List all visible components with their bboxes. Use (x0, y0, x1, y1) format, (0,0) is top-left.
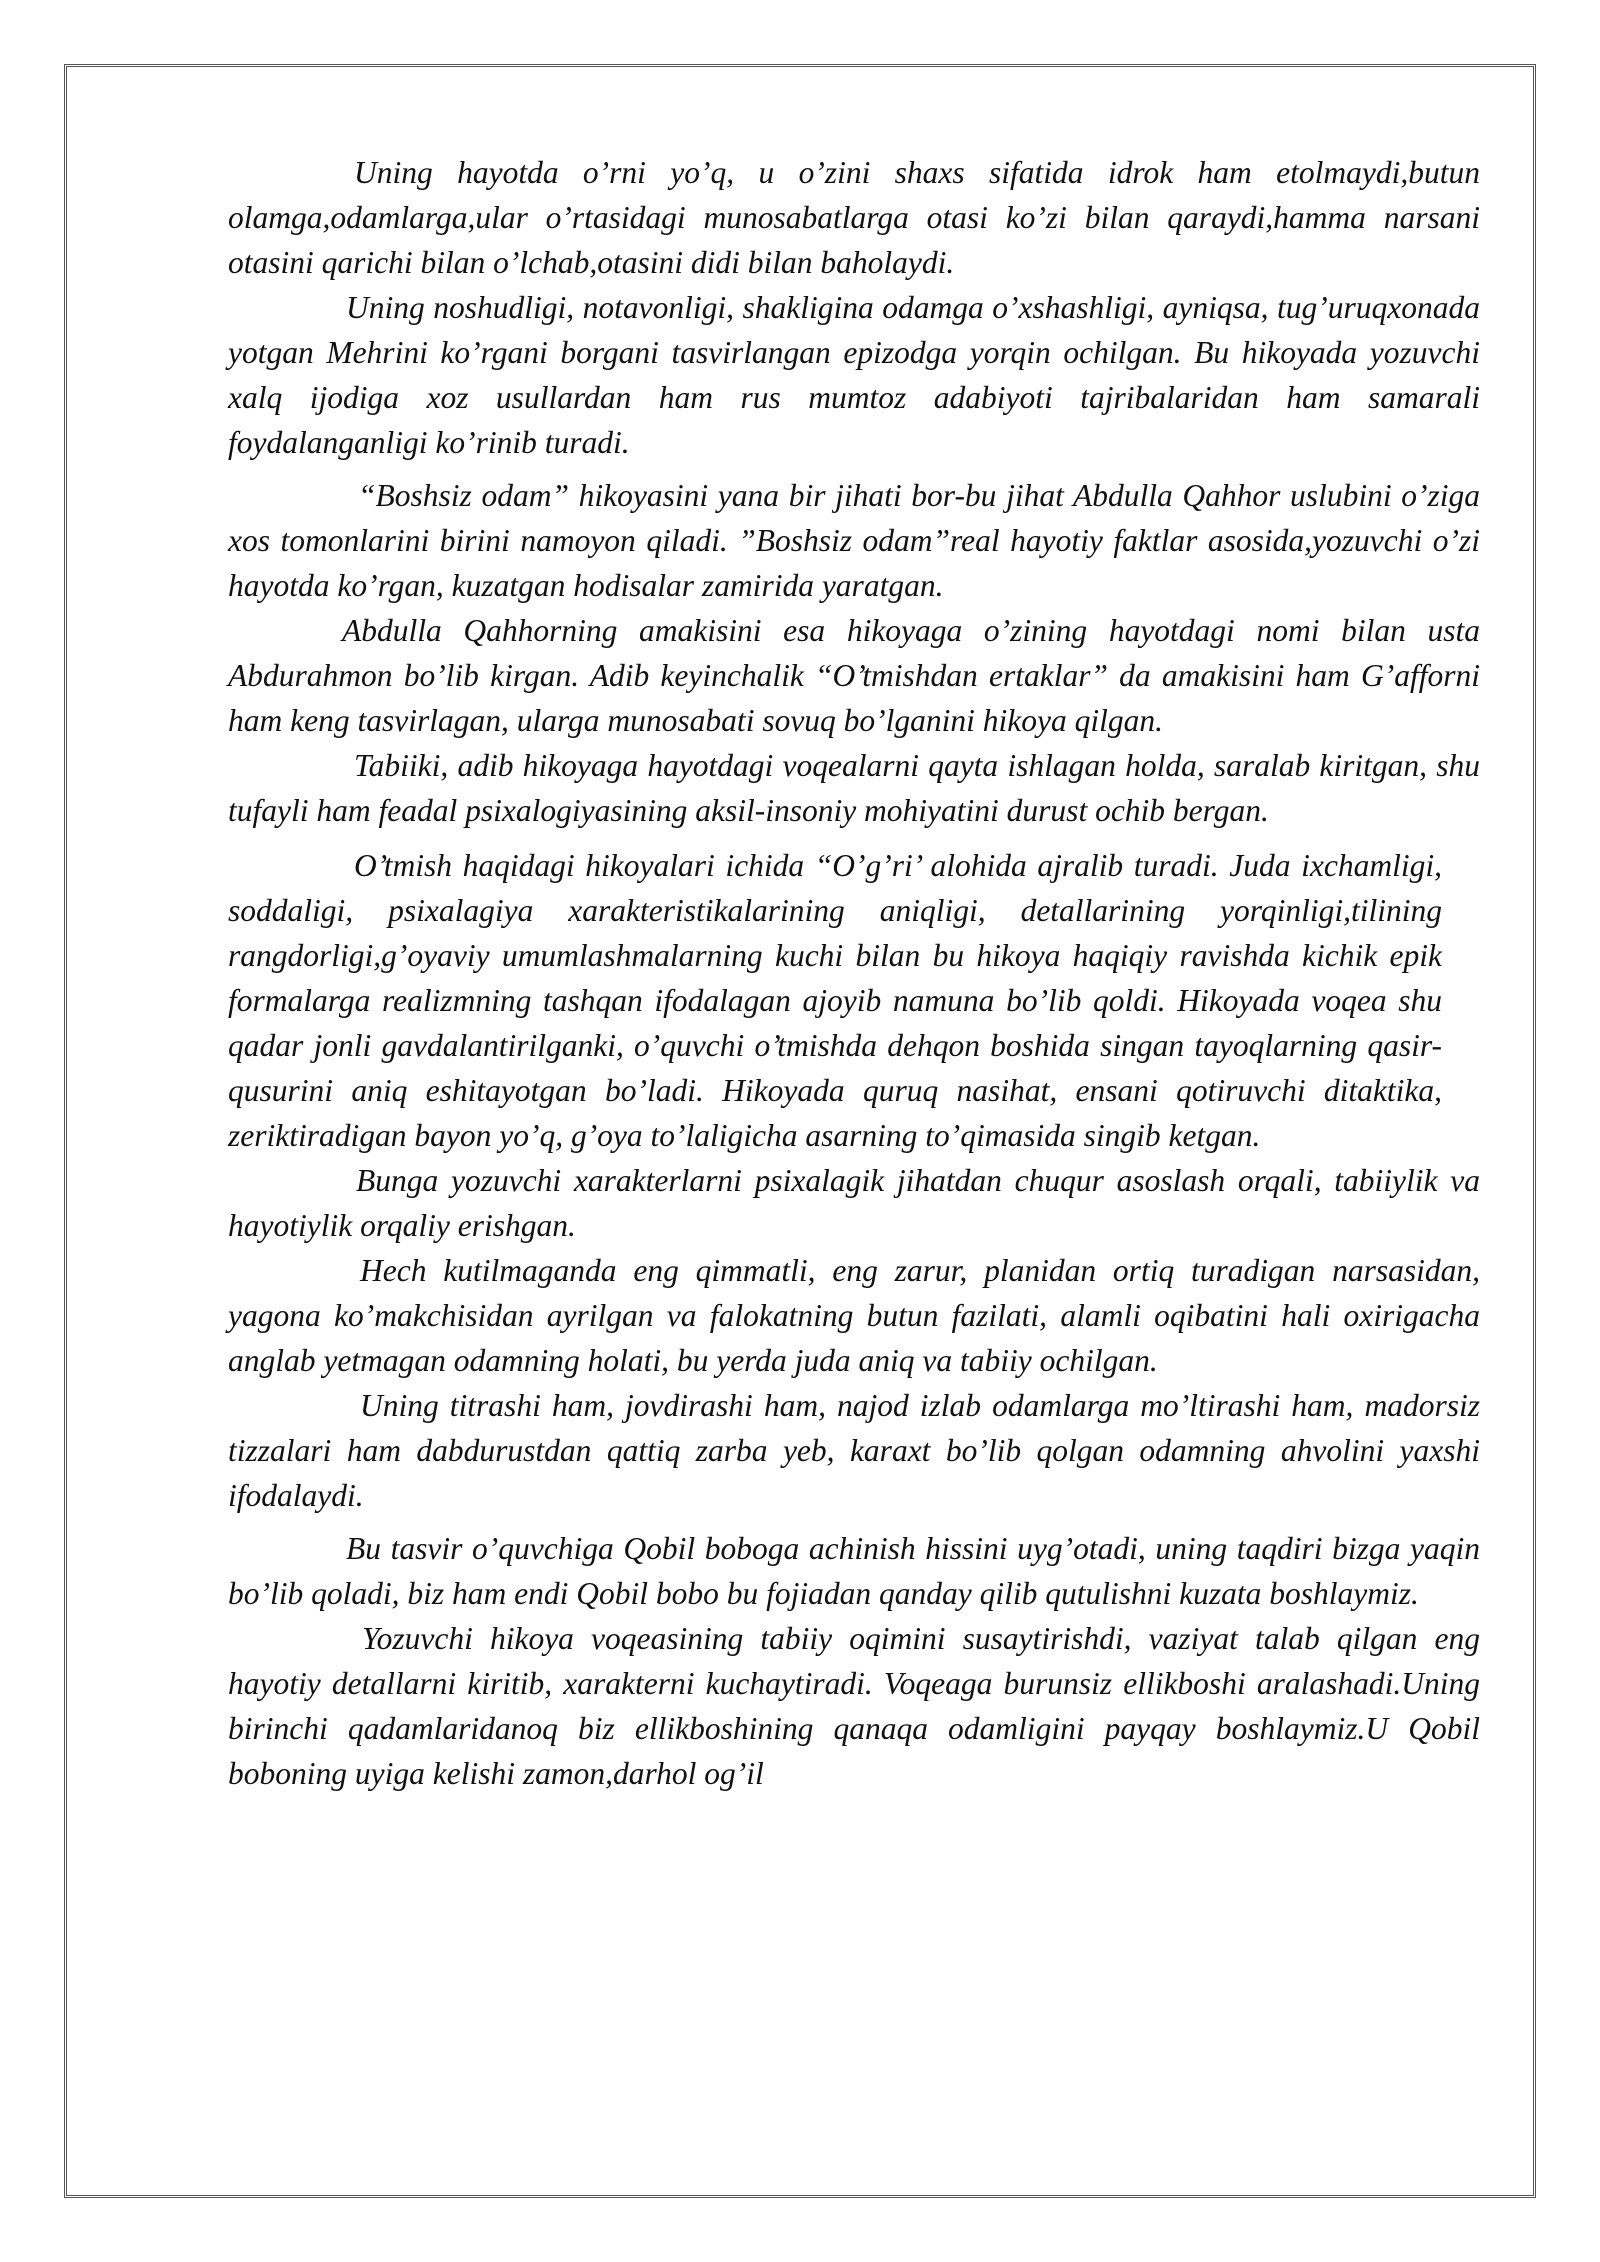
paragraph: Bunga yozuvchi xarakterlarni psixalagik jihatdan chuqur asoslash orqali, tabiiylik va hayotiylik orqaliy erishgan. (228, 1163, 1480, 1243)
document-body (228, 150, 1480, 1796)
paragraph: O’tmish haqidagi hikoyalari ichida “O’g’ri’ alohida ajralib turadi. Juda ixchamligi, soddaligi, psixalagiya xarakteristikalarining aniqligi, detallarining yorqinligi,tilining rangdorligi,g’oyaviy umumlashmalarning kuchi bilan bu hikoya haqiqiy ravishda kichik epik formalarga realizmning tashqan ifodalagan ajoyib namuna bo’lib qoldi. Hikoyada voqea shu qadar jonli gavdalantirilganki, o’quvchi o’tmishda dehqon boshida singan tayoqlarning qasir-qusurini aniq eshitayotgan bo’ladi. Hikoyada quruq nasihat, ensani qotiruvchi ditaktika, zeriktiradigan bayon yo’q, g’oya to’laligicha asarning to’qimasida singib ketgan. (228, 848, 1442, 1153)
paragraph: Bu tasvir o’quvchiga Qobil boboga achinish hissini uyg’otadi, uning taqdiri bizga yaqin bo’lib qoladi, biz ham endi Qobil bobo bu fojiadan qanday qilib qutulishni kuzata boshlaymiz. (228, 1531, 1480, 1611)
paragraph: “Boshsiz odam” hikoyasini yana bir jihati bor-bu jihat Abdulla Qahhor uslubini o’ziga xos tomonlarini birini namoyon qiladi. ”Boshsiz odam”real hayotiy faktlar asosida,yozuvchi o’zi hayotda ko’rgan, kuzatgan hodisalar zamirida yaratgan. (228, 478, 1480, 603)
paragraph: Uning noshudligi, notavonligi, shakligina odamga o’xshashligi, ayniqsa, tug’uruqxonada yotgan Mehrini ko’rgani borgani tasvirlangan epizodga yorqin ochilgan. Bu hikoyada yozuvchi xalq ijodiga xoz usullardan ham rus mumtoz adabiyoti tajribalaridan ham samarali foydalanganligi ko’rinib turadi. (228, 290, 1480, 460)
paragraph: Uning hayotda o’rni yo’q, u o’zini shaxs sifatida idrok ham etolmaydi,butun olamga,odamlarga,ular o’rtasidagi munosabatlarga otasi ko’zi bilan qaraydi,hamma narsani otasini qarichi bilan o’lchab,otasini didi bilan baholaydi. (228, 155, 1480, 280)
paragraph: Yozuvchi hikoya voqeasining tabiiy oqimini susaytirishdi, vaziyat talab qilgan eng hayotiy detallarni kiritib, xarakterni kuchaytiradi. Voqeaga burunsiz ellikboshi aralashadi.Uning birinchi qadamlaridanoq biz ellikboshining qanaqa odamligini payqay boshlaymiz.U Qobil boboning uyiga kelishi zamon,darhol og’il (228, 1621, 1480, 1791)
paragraph: Hech kutilmaganda eng qimmatli, eng zarur, planidan ortiq turadigan narsasidan, yagona ko’makchisidan ayrilgan va falokatning butun fazilati, alamli oqibatini hali oxirigacha anglab yetmagan odamning holati, bu yerda juda aniq va tabiiy ochilgan. (228, 1253, 1480, 1378)
paragraph: Uning titrashi ham, jovdirashi ham, najod izlab odamlarga mo’ltirashi ham, madorsiz tizzalari ham dabdurustdan qattiq zarba yeb, karaxt bo’lib qolgan odamning ahvolini yaxshi ifodalaydi. (228, 1388, 1480, 1513)
paragraph: Abdulla Qahhorning amakisini esa hikoyaga o’zining hayotdagi nomi bilan usta Abdurahmon bo’lib kirgan. Adib keyinchalik “O’tmishdan ertaklar” da amakisini ham G’afforni ham keng tasvirlagan, ularga munosabati sovuq bo’lganini hikoya qilgan. (228, 613, 1480, 738)
paragraph: Tabiiki, adib hikoyaga hayotdagi voqealarni qayta ishlagan holda, saralab kiritgan, shu tufayli ham feadal psixalogiyasining aksil-insoniy mohiyatini durust ochib bergan. (228, 748, 1480, 828)
